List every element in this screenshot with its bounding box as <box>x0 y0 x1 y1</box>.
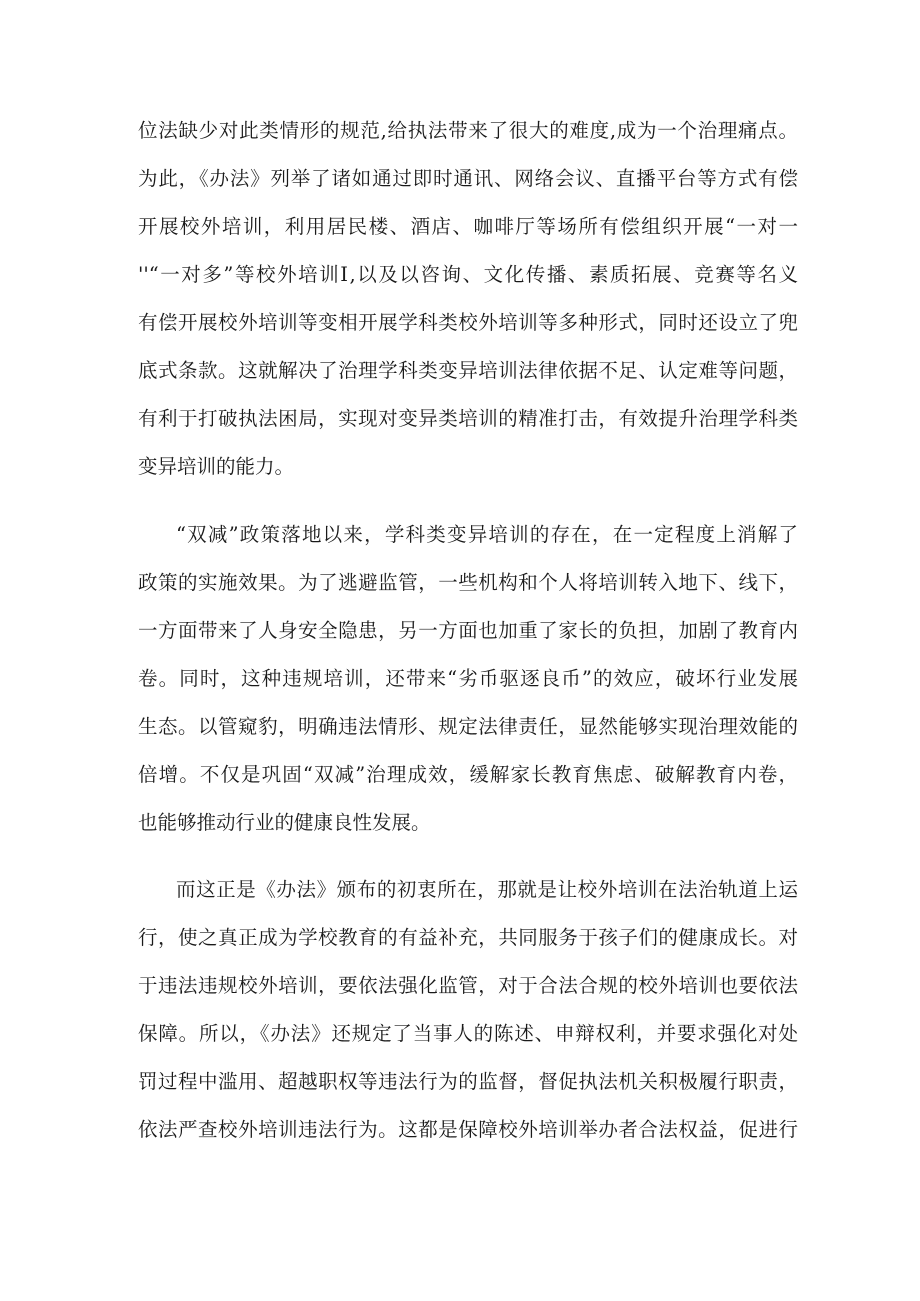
text-line: 有偿开展校外培训等变相开展学科类校外培训等多种形式，同时还设立了兜 <box>138 311 798 334</box>
text-line: “双减”政策落地以来，学科类变异培训的存在，在一定程度上消解了 <box>176 523 798 546</box>
text-line: 行，使之真正成为学校教育的有益补充，共同服务于孩子们的健康成长。对 <box>138 926 798 949</box>
text-line: 一方面带来了人身安全隐患，另一方面也加重了家长的负担，加剧了教育内 <box>138 619 798 642</box>
text-line: 于违法违规校外培训，要依法强化监管，对于合法合规的校外培训也要依法 <box>138 974 798 997</box>
text-line: ''“一对多”等校外培训Ⅰ,以及以咨询、文化传播、素质拓展、竞赛等名义 <box>138 263 798 286</box>
text-line: 倍增。不仅是巩固“双减”治理成效，缓解家长教育焦虑、破解教育内卷， <box>138 763 798 786</box>
text-line: 有利于打破执法困局，实现对变异类培训的精准打击，有效提升治理学科类 <box>138 407 798 430</box>
text-line: 变异培训的能力。 <box>138 455 295 478</box>
text-line: 而这正是《办法》颁布的初衷所在，那就是让校外培训在法治轨道上运 <box>176 878 798 901</box>
text-line: 政策的实施效果。为了逃避监管，一些机构和个人将培训转入地下、线下， <box>138 571 798 594</box>
text-line: 生态。以管窥豹，明确违法情形、规定法律责任，显然能够实现治理效能的 <box>138 715 798 738</box>
text-line: 位法缺少对此类情形的规范,给执法带来了很大的难度,成为一个治理痛点。 <box>138 119 798 142</box>
text-line: 底式条款。这就解决了治理学科类变异培训法律依据不足、认定难等问题， <box>138 359 798 382</box>
text-line: 开展校外培训，利用居民楼、酒店、咖啡厅等场所有偿组织开展“一对一 <box>138 215 798 238</box>
text-line: 罚过程中滥用、超越职权等违法行为的监督，督促执法机关积极履行职责， <box>138 1070 798 1093</box>
text-line: 为此，《办法》列举了诸如通过即时通讯、网络会议、直播平台等方式有偿 <box>138 167 798 190</box>
text-line: 依法严查校外培训违法行为。这都是保障校外培训举办者合法权益，促进行 <box>138 1118 798 1141</box>
text-line: 也能够推动行业的健康良性发展。 <box>138 811 431 834</box>
text-line: 保障。所以，《办法》还规定了当事人的陈述、申辩权利，并要求强化对处 <box>138 1022 798 1045</box>
text-line: 卷。同时，这种违规培训，还带来“劣币驱逐良币”的效应，破坏行业发展 <box>138 667 798 690</box>
